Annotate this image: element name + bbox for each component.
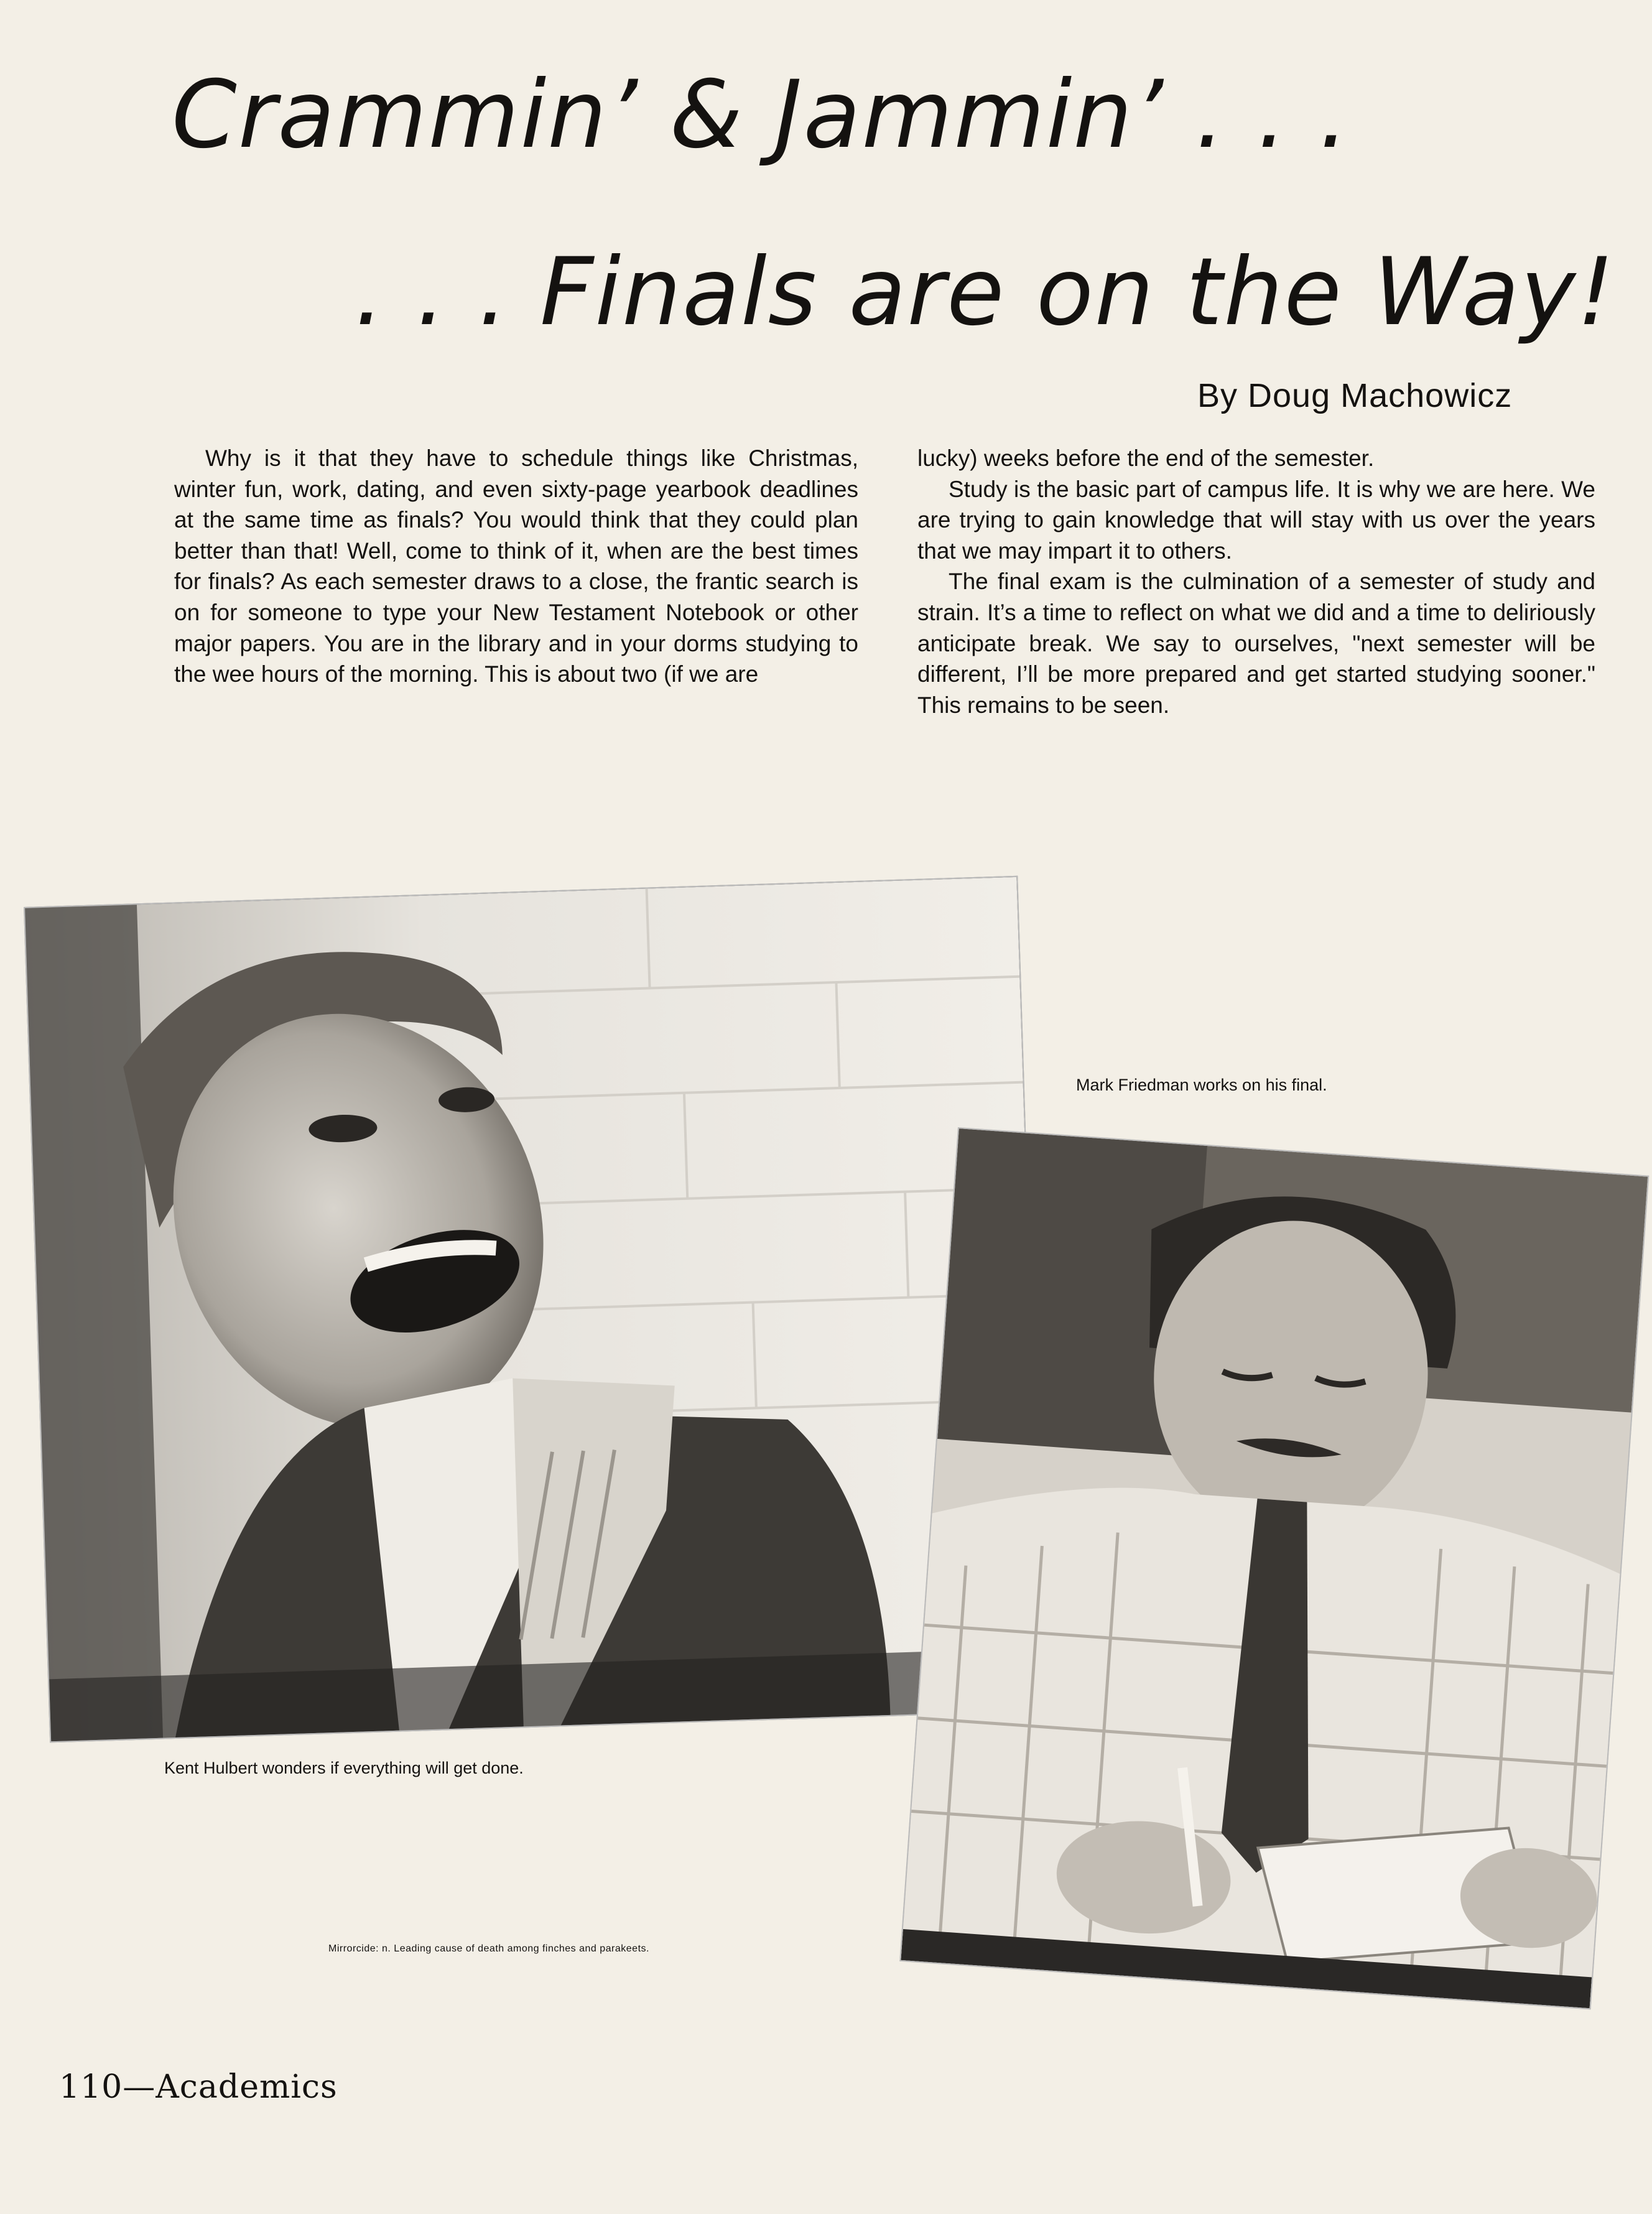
photo-kent-hulbert-image bbox=[25, 877, 1042, 1741]
page-folio: 110—Academics bbox=[59, 2068, 338, 2106]
byline: By Doug Machowicz bbox=[1197, 377, 1513, 414]
headline-line-1: Crammin’ & Jammin’ . . . bbox=[172, 61, 1350, 169]
article-paragraph-1: Why is it that they have to schedule things like Christmas, winter fun, work, dating, and even sixty-page yearbook deadlines at the same time as finals? You would think that they could plan better than that! Well, come to think of it, when are the best times for finals? As each semester draws to a close, the frantic search is on for someone to type your New Testament Notebook or other major papers. You are in the library and in your dorms studying to the wee hours of the morning. This is about two (if we are bbox=[174, 445, 858, 687]
article-column-right bbox=[917, 443, 1595, 720]
photo-mark-friedman-image bbox=[901, 1128, 1648, 2008]
article-paragraph-3: The final exam is the culmination of a semester of study and strain. It’s a time to reflect on what we did and a time to deliriously anticipate break. We say to ourselves, "next semester will be different, I’ll be more prepared and get started studying sooner." This remains to be seen. bbox=[917, 569, 1595, 718]
article-paragraph-2: Study is the basic part of campus life. It is why we are here. We are trying to gain knowledge that will stay with us over the years that we may impart it to others. bbox=[917, 476, 1595, 564]
caption-photo-1: Kent Hulbert wonders if everything will get done. bbox=[164, 1759, 524, 1777]
headline-line-2: . . . Finals are on the Way! bbox=[355, 238, 1616, 347]
article-paragraph-1-continued: lucky) weeks before the end of the semester. bbox=[917, 445, 1375, 471]
quip-footnote: Mirrorcide: n. Leading cause of death among finches and parakeets. bbox=[328, 1943, 649, 1954]
article-column-left bbox=[174, 443, 858, 690]
photo-mark-friedman bbox=[899, 1127, 1649, 2009]
caption-photo-2: Mark Friedman works on his final. bbox=[1076, 1076, 1327, 1094]
photo-kent-hulbert bbox=[24, 876, 1044, 1743]
